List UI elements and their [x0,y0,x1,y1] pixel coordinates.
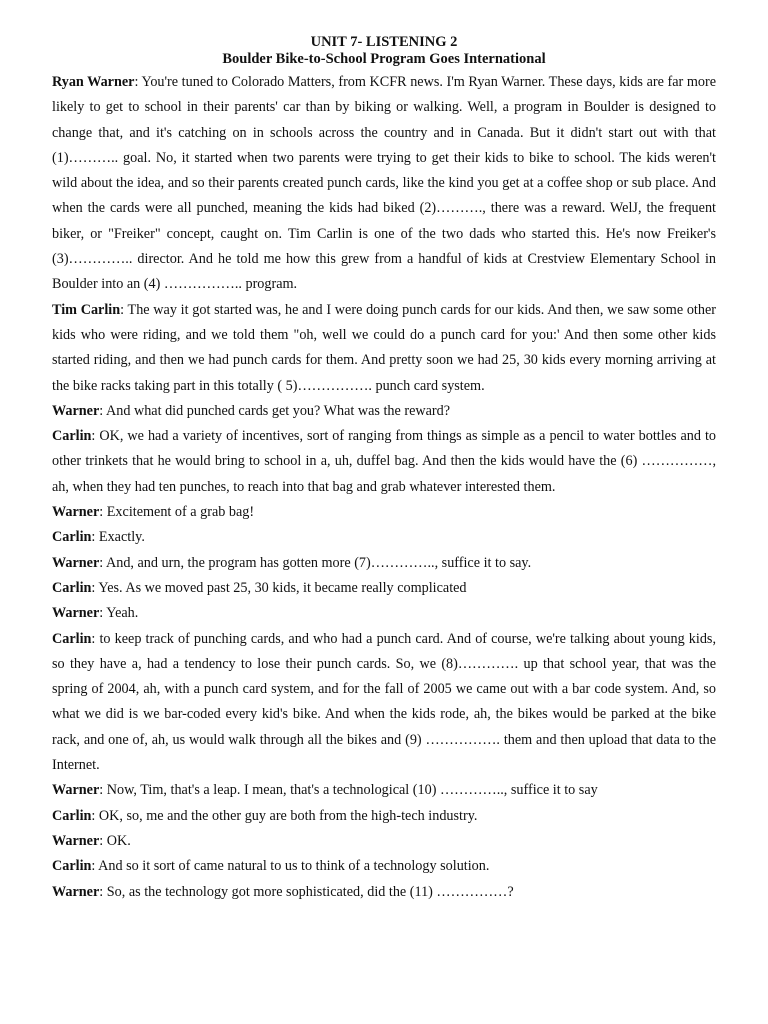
page-title: UNIT 7- LISTENING 2 [310,34,458,50]
speaker-name: Carlin [52,630,92,647]
transcript-turn [52,70,716,298]
turn-text: : OK. [99,832,131,849]
turn-text: : Exactly. [91,529,145,546]
document-page [52,34,716,905]
speaker-name: Carlin [52,579,92,596]
transcript [52,70,716,905]
speaker-name: Warner [52,402,100,419]
turn-text: : Yes. As we moved past 25, 30 kids, it became really complicated [91,579,467,596]
speaker-name: Carlin [52,807,92,824]
transcript-turn [52,804,716,829]
speaker-name: Warner [52,605,100,622]
speaker-name: Warner [52,504,100,521]
speaker-name: Warner [52,832,100,849]
speaker-name: Tim Carlin [52,301,121,318]
turn-text: : Now, Tim, that's a leap. I mean, that's a technological (10) ………….., suffice it to say [99,782,598,799]
speaker-name: Carlin [52,529,92,546]
transcript-turn [52,854,716,879]
transcript-turn [52,627,716,779]
turn-text: : And so it sort of came natural to us to think of a technology solution. [91,858,490,875]
transcript-turn [52,525,716,550]
turn-text: : So, as the technology got more sophisticated, did the (11) ……………? [99,883,514,900]
turn-text: : OK, we had a variety of incentives, sort of ranging from things as simple as a pencil to water bottles and to other trinkets that he would bring to school in a, uh, duffel bag. And then the kids would have the (6) ……………, ah, when they had ten punches, to reach into that bag and grab whatever interested them. [52,428,716,495]
transcript-turn [52,551,716,576]
speaker-name: Warner [52,782,100,799]
turn-text: : And what did punched cards get you? What was the reward? [99,402,451,419]
turn-text: : Yeah. [99,605,139,622]
transcript-turn [52,424,716,500]
turn-text: : The way it got started was, he and I were doing punch cards for our kids. And then, we saw some other kids who were riding, and we told them "oh, well we could do a punch card for you:' And then some other kids started riding, and then we had punch cards for them. And pretty soon we had 25, 30 kids every morning arriving at the bike racks taking part in this totally ( 5)……………. punch card system. [52,301,716,394]
turn-text: : Excitement of a grab bag! [99,504,255,521]
speaker-name: Warner [52,883,100,900]
transcript-turn [52,576,716,601]
transcript-turn [52,880,716,905]
transcript-turn [52,399,716,424]
turn-text: : And, and urn, the program has gotten more (7)………….., suffice it to say. [99,554,532,571]
transcript-turn [52,601,716,626]
turn-text: : You're tuned to Colorado Matters, from KCFR news. I'm Ryan Warner. These days, kids are far more likely to get to school in their parents' car than by biking or walking. Well, a program in Boulder is designed to change that, and it's catching on in schools across the country and in Canada. But it didn't start out with that (1)……….. goal. No, it started when two parents were trying to get their kids to bike to school. The kids weren't wild about the idea, and so their parents created punch cards, like the kind you get at a coffee shop or sub place. And when the cards were all punched, meaning the kids had biked (2)………., there was a reward. WelJ, the frequent biker, or "Freiker" concept, caught on. Tim Carlin is one of the two dads who started this. He's now Freiker's (3)………….. director. And he told me how this grew from a handful of kids at Crestview Elementary School in Boulder into an (4) …………….. program. [52,74,716,293]
speaker-name: Carlin [52,858,92,875]
transcript-turn [52,298,716,399]
page-subtitle: Boulder Bike-to-School Program Goes International [222,51,546,67]
transcript-turn [52,829,716,854]
transcript-turn [52,500,716,525]
speaker-name: Ryan Warner [52,74,135,90]
speaker-name: Warner [52,554,100,571]
transcript-turn [52,778,716,803]
turn-text: : OK, so, me and the other guy are both from the high-tech industry. [91,807,478,824]
speaker-name: Carlin [52,428,92,445]
turn-text: : to keep track of punching cards, and who had a punch card. And of course, we're talking about young kids, so they have a, had a tendency to lose their punch cards. So, we (8)…………. up that school year, that was the spring of 2004, ah, with a punch card system, and for the fall of 2005 we came out with a bar code system. And, so what we did is we bar-coded every kid's bike. And when the kids rode, ah, the bikes would be parked at the bike rack, and one of, ah, us would walk through all the bikes and (9) ……………. them and then upload that data to the Internet. [52,630,716,774]
